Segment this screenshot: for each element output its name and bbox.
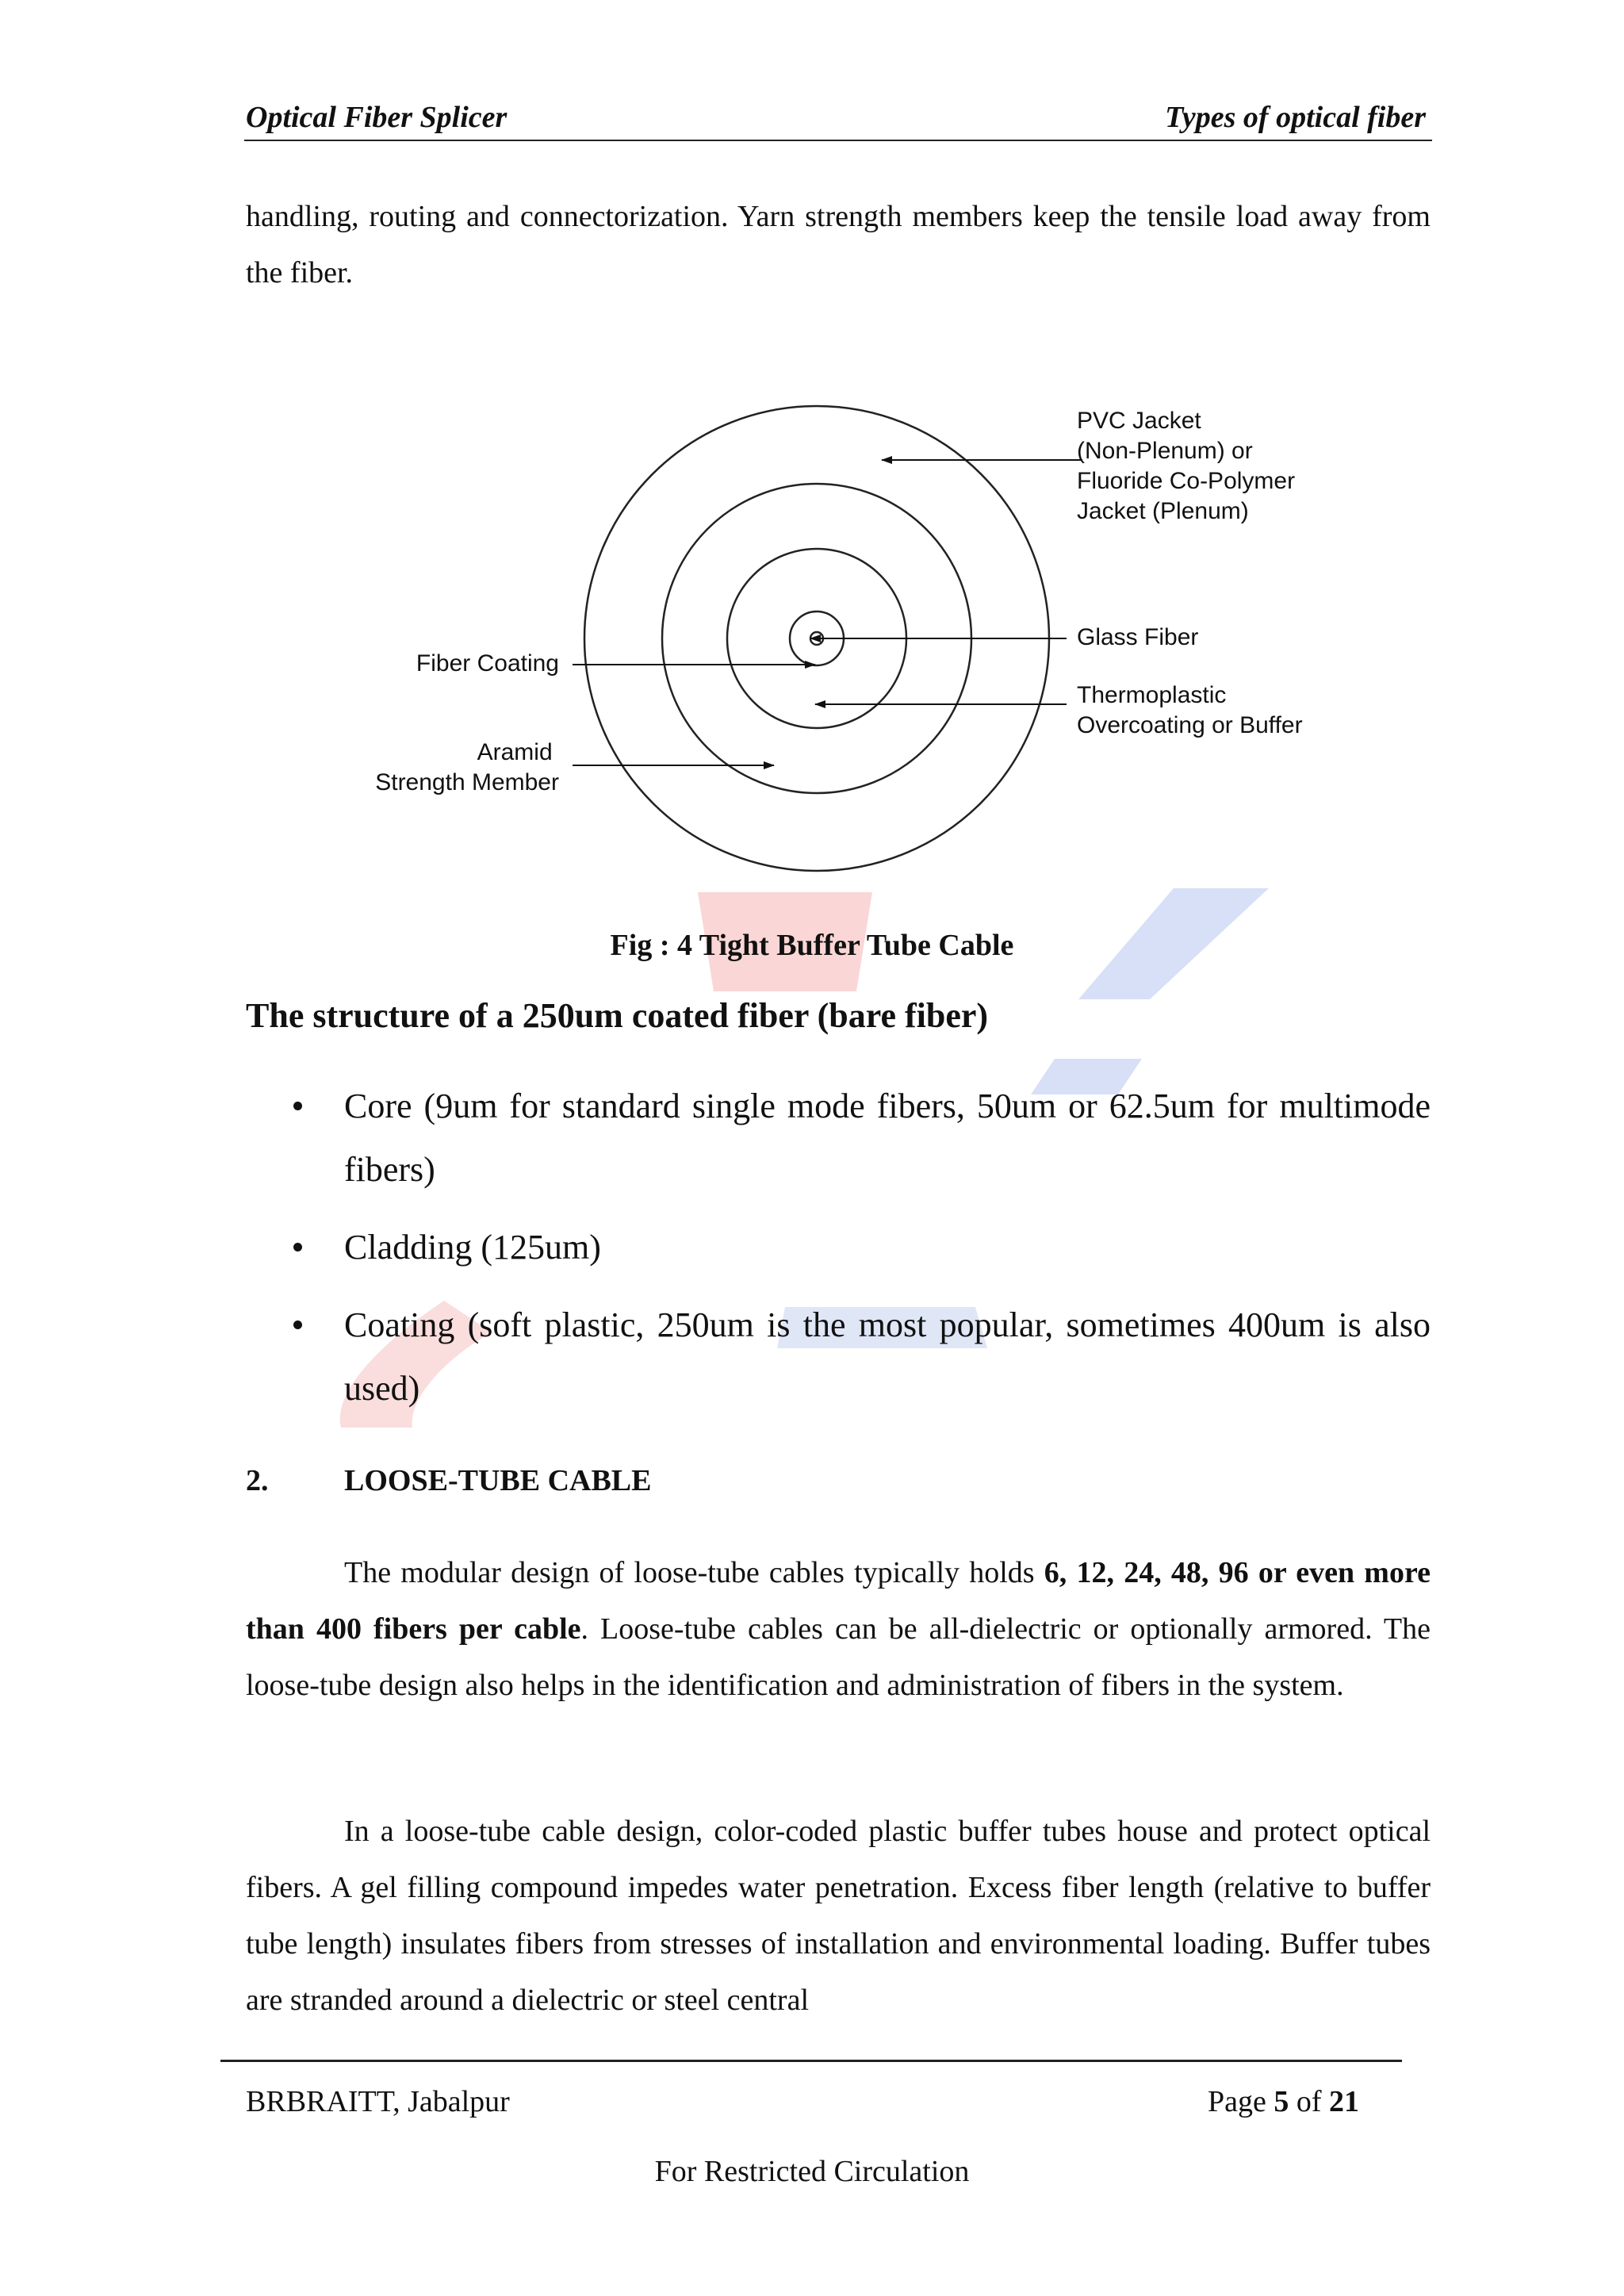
loose-tube-paragraph-1: The modular design of loose-tube cables typically holds 6, 12, 24, 48, 96 or even more than 400 fibers per cable. Loose-tube cables can be all-dielectric or optionally armored. The loose-tube design also helps in the identification and administration of fibers in the system.	[246, 1556, 1431, 1702]
bullet-icon	[293, 1320, 302, 1329]
header-document-title: Optical Fiber Splicer	[246, 101, 508, 134]
header-chapter-title: Types of optical fiber	[1165, 101, 1426, 134]
footer-page-number: Page 5 of 21	[1207, 2085, 1359, 2118]
pvc-jacket-label: PVC Jacket (Non-Plenum) or Fluoride Co-Polymer Jacket (Plenum)	[1077, 408, 1296, 524]
figure-caption: Fig : 4 Tight Buffer Tube Cable	[610, 929, 1014, 962]
list-item: Coating (soft plastic, 250um is the most popular, sometimes 400um is also used)	[246, 1294, 1431, 1420]
thermoplastic-label: Thermoplastic Overcoating or Buffer	[1077, 682, 1303, 738]
bullet-icon	[293, 1102, 302, 1110]
subsection-heading: LOOSE-TUBE CABLE	[344, 1464, 652, 1497]
cable-cross-section-diagram	[0, 381, 1624, 904]
list-item: Cladding (125um)	[246, 1216, 1431, 1279]
section-heading: The structure of a 250um coated fiber (bare fiber)	[246, 996, 989, 1035]
list-item: Core (9um for standard single mode fibers, 50um or 62.5um for multimode fibers)	[246, 1075, 1431, 1202]
fiber-coating-label: Fiber Coating	[416, 650, 559, 677]
intro-paragraph: handling, routing and connectorization. Yarn strength members keep the tensile load away from the fiber.	[246, 200, 1431, 289]
footer-rule	[220, 2060, 1402, 2062]
header-rule	[244, 140, 1432, 141]
subsection-number: 2.	[246, 1464, 269, 1497]
glass-fiber-label: Glass Fiber	[1077, 624, 1199, 650]
fiber-structure-list	[246, 1075, 1431, 1435]
footer-institute: BRBRAITT, Jabalpur	[246, 2085, 510, 2118]
footer-circulation-note: For Restricted Circulation	[654, 2155, 970, 2188]
loose-tube-paragraph-2: In a loose-tube cable design, color-coded plastic buffer tubes house and protect optical fibers. A gel filling compound impedes water penetration. Excess fiber length (relative to buffer tube length) insulates fibers from stresses of installation and environmental loading. Buffer tubes are stranded around a dielectric or steel central	[246, 1815, 1431, 2017]
bullet-icon	[293, 1243, 302, 1251]
aramid-label: Aramid Strength Member	[375, 739, 559, 795]
